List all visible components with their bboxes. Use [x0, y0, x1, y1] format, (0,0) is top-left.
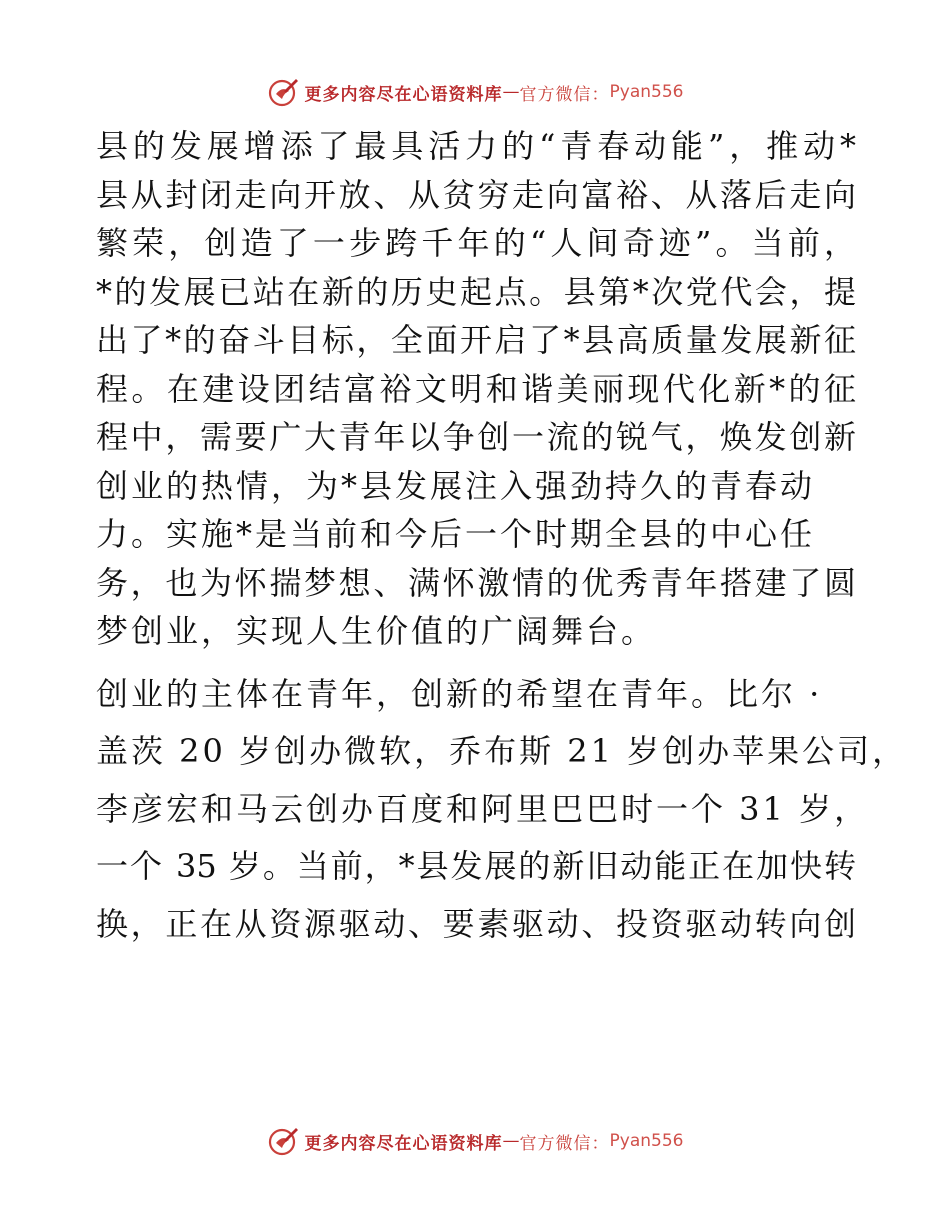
header-watermark	[0, 72, 950, 112]
text-line: 力。实施*是当前和今后一个时期全县的中心任	[96, 515, 816, 553]
text-line: 梦创业，实现人生价值的广阔舞台。	[96, 612, 657, 650]
watermark-wechat-id: Pyan556	[609, 1131, 684, 1151]
paragraph-2	[96, 666, 908, 954]
text-line: 县的发展增添了最具活力的“青春动能”，推动*	[96, 127, 856, 165]
text-line: 繁荣，创造了一步跨千年的“人间奇迹”。当前，	[96, 224, 856, 262]
watermark-separator: —	[502, 1131, 520, 1151]
paragraph-1	[96, 122, 856, 656]
text-line: 务，也为怀揣梦想、满怀激情的优秀青年搭建了圆	[96, 563, 856, 602]
watermark-text: 更多内容尽在心语资料库	[304, 84, 503, 105]
text-line: 创业的热情，为*县发展注入强劲持久的青春动	[96, 466, 816, 505]
pen-logo-icon	[267, 1124, 301, 1158]
text-line: 创业的主体在青年，创新的希望在青年。比尔 ·	[96, 674, 823, 713]
text-line: 县从封闭走向开放、从贫穷走向富裕、从落后走向	[96, 175, 856, 214]
pen-logo-icon	[267, 75, 301, 109]
watermark-wechat-label: 官方微信：	[519, 1133, 610, 1154]
text-line: 李彦宏和马云创办百度和阿里巴巴时一个 31 岁，	[96, 789, 870, 828]
watermark-wechat-id: Pyan556	[609, 82, 684, 102]
text-line: 出了*的奋斗目标，全面开启了*县高质量发展新征	[96, 321, 856, 359]
watermark-wechat-label: 官方微信：	[519, 84, 610, 105]
text-line: 程。在建设团结富裕文明和谐美丽现代化新*的征	[96, 369, 856, 408]
text-line: 程中，需要广大青年以争创一流的锐气，焕发创新	[96, 418, 856, 456]
document-body	[96, 122, 908, 953]
text-line: 一个 35 岁。当前，*县发展的新旧动能正在加快转	[96, 847, 856, 885]
text-line: *的发展已站在新的历史起点。县第*次党代会，提	[96, 272, 856, 311]
footer-watermark	[0, 1121, 950, 1161]
text-line: 盖茨 20 岁创办微软，乔布斯 21 岁创办苹果公司，	[96, 732, 908, 770]
text-line: 换，正在从资源驱动、要素驱动、投资驱动转向创	[96, 904, 856, 943]
watermark-text: 更多内容尽在心语资料库	[304, 1133, 503, 1154]
watermark-separator: —	[502, 82, 520, 102]
